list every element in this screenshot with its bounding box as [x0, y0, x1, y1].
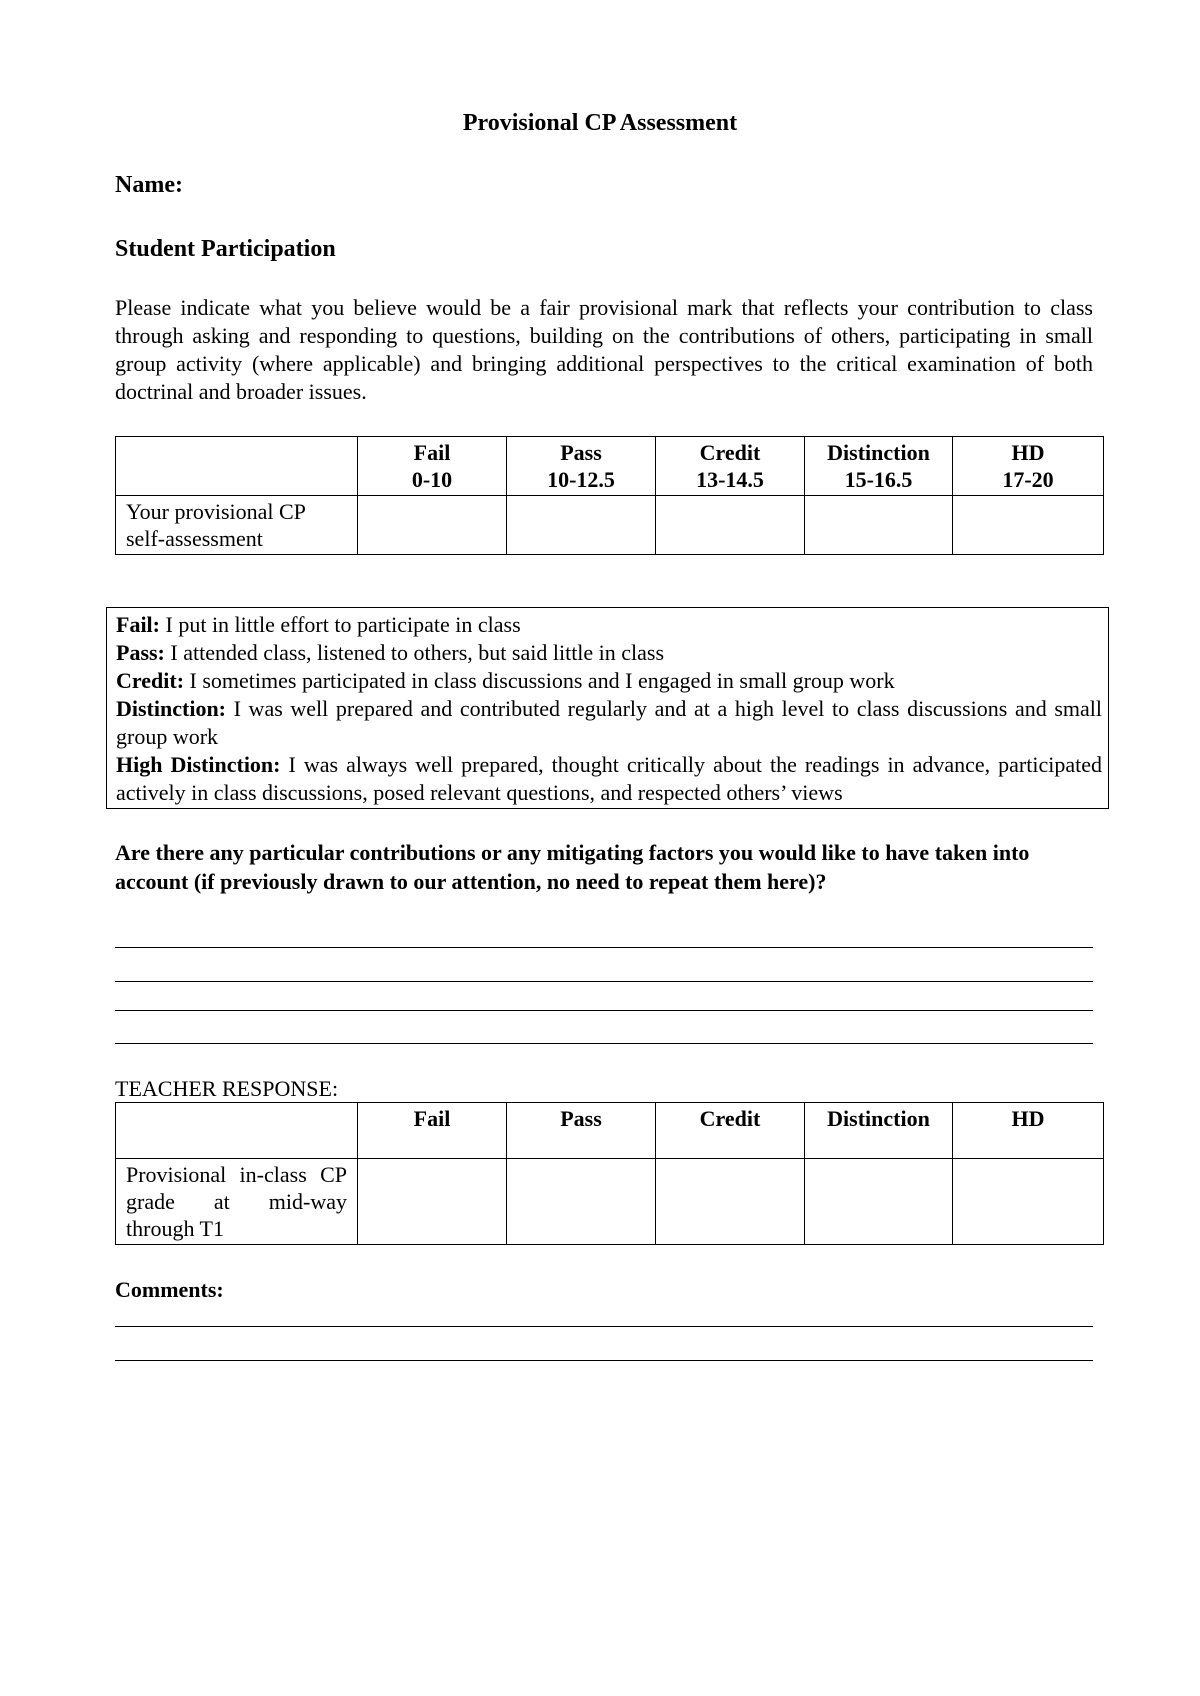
- criterion-high-distinction: High Distinction: I was always well prepared, thought critically about the readings in advance, participated actively in class discussions, posed relevant questions, and respected others’ views: [116, 752, 1102, 805]
- teacher-response-table: [115, 1102, 1104, 1245]
- comments-line[interactable]: [115, 1360, 1093, 1361]
- teacher-table-row-label: Provisional in-class CP grade at mid-way through T1: [116, 1159, 358, 1245]
- teacher-table-header-hd: HD: [953, 1103, 1104, 1159]
- teacher-table-header-fail: Fail: [358, 1103, 507, 1159]
- teacher-table-cell-distinction[interactable]: [805, 1159, 953, 1245]
- comments-line[interactable]: [115, 1326, 1093, 1327]
- teacher-table-header-credit: Credit: [656, 1103, 805, 1159]
- answer-line[interactable]: [115, 981, 1093, 982]
- criterion-distinction: Distinction: I was well prepared and contributed regularly and at a high level to class discussions and small group work: [116, 696, 1102, 749]
- teacher-table-header-distinction: Distinction: [805, 1103, 953, 1159]
- criterion-fail: Fail: I put in little effort to participate in class: [116, 612, 521, 637]
- teacher-table-cell-hd[interactable]: [953, 1159, 1104, 1245]
- self-table-cell-credit[interactable]: [656, 496, 805, 555]
- criterion-pass: Pass: I attended class, listened to others, but said little in class: [116, 640, 665, 665]
- grade-criteria-box: [106, 607, 1109, 809]
- self-table-cell-distinction[interactable]: [805, 496, 953, 555]
- criterion-credit: Credit: I sometimes participated in class discussions and I engaged in small group work: [116, 668, 895, 693]
- teacher-table-header-pass: Pass: [507, 1103, 656, 1159]
- self-table-header-fail: Fail 0-10: [358, 437, 507, 496]
- self-table-header-distinction: Distinction 15-16.5: [805, 437, 953, 496]
- teacher-response-heading: TEACHER RESPONSE:: [115, 1076, 339, 1101]
- comments-label: Comments:: [115, 1277, 224, 1302]
- teacher-table-cell-pass[interactable]: [507, 1159, 656, 1245]
- self-table-cell-fail[interactable]: [358, 496, 507, 555]
- name-label: Name:: [115, 172, 183, 198]
- teacher-table-corner-cell: [116, 1103, 358, 1159]
- self-table-cell-pass[interactable]: [507, 496, 656, 555]
- self-table-header-pass: Pass 10-12.5: [507, 437, 656, 496]
- teacher-table-cell-fail[interactable]: [358, 1159, 507, 1245]
- self-table-corner-cell: [116, 437, 358, 496]
- instructions-paragraph: Please indicate what you believe would be a fair provisional mark that reflects your contribution to class through asking and responding to questions, building on the contributions of others, participating in small group activity (where applicable) and bringing additional perspectives to the critical examination of both doctrinal and broader issues.: [115, 295, 1093, 404]
- answer-line[interactable]: [115, 1043, 1093, 1044]
- page-title: Provisional CP Assessment: [462, 110, 738, 136]
- teacher-table-cell-credit[interactable]: [656, 1159, 805, 1245]
- answer-line[interactable]: [115, 1010, 1093, 1011]
- self-table-header-hd: HD 17-20: [953, 437, 1104, 496]
- self-assessment-table: [115, 436, 1104, 555]
- mitigating-factors-question: Are there any particular contributions or any mitigating factors you would like to have taken into account (if previously drawn to our attention, no need to repeat them here)?: [115, 840, 1030, 894]
- section-heading: Student Participation: [115, 236, 336, 262]
- self-table-header-credit: Credit 13-14.5: [656, 437, 805, 496]
- self-table-cell-hd[interactable]: [953, 496, 1104, 555]
- answer-line[interactable]: [115, 947, 1093, 948]
- self-table-row-label: Your provisional CP self-assessment: [116, 496, 358, 555]
